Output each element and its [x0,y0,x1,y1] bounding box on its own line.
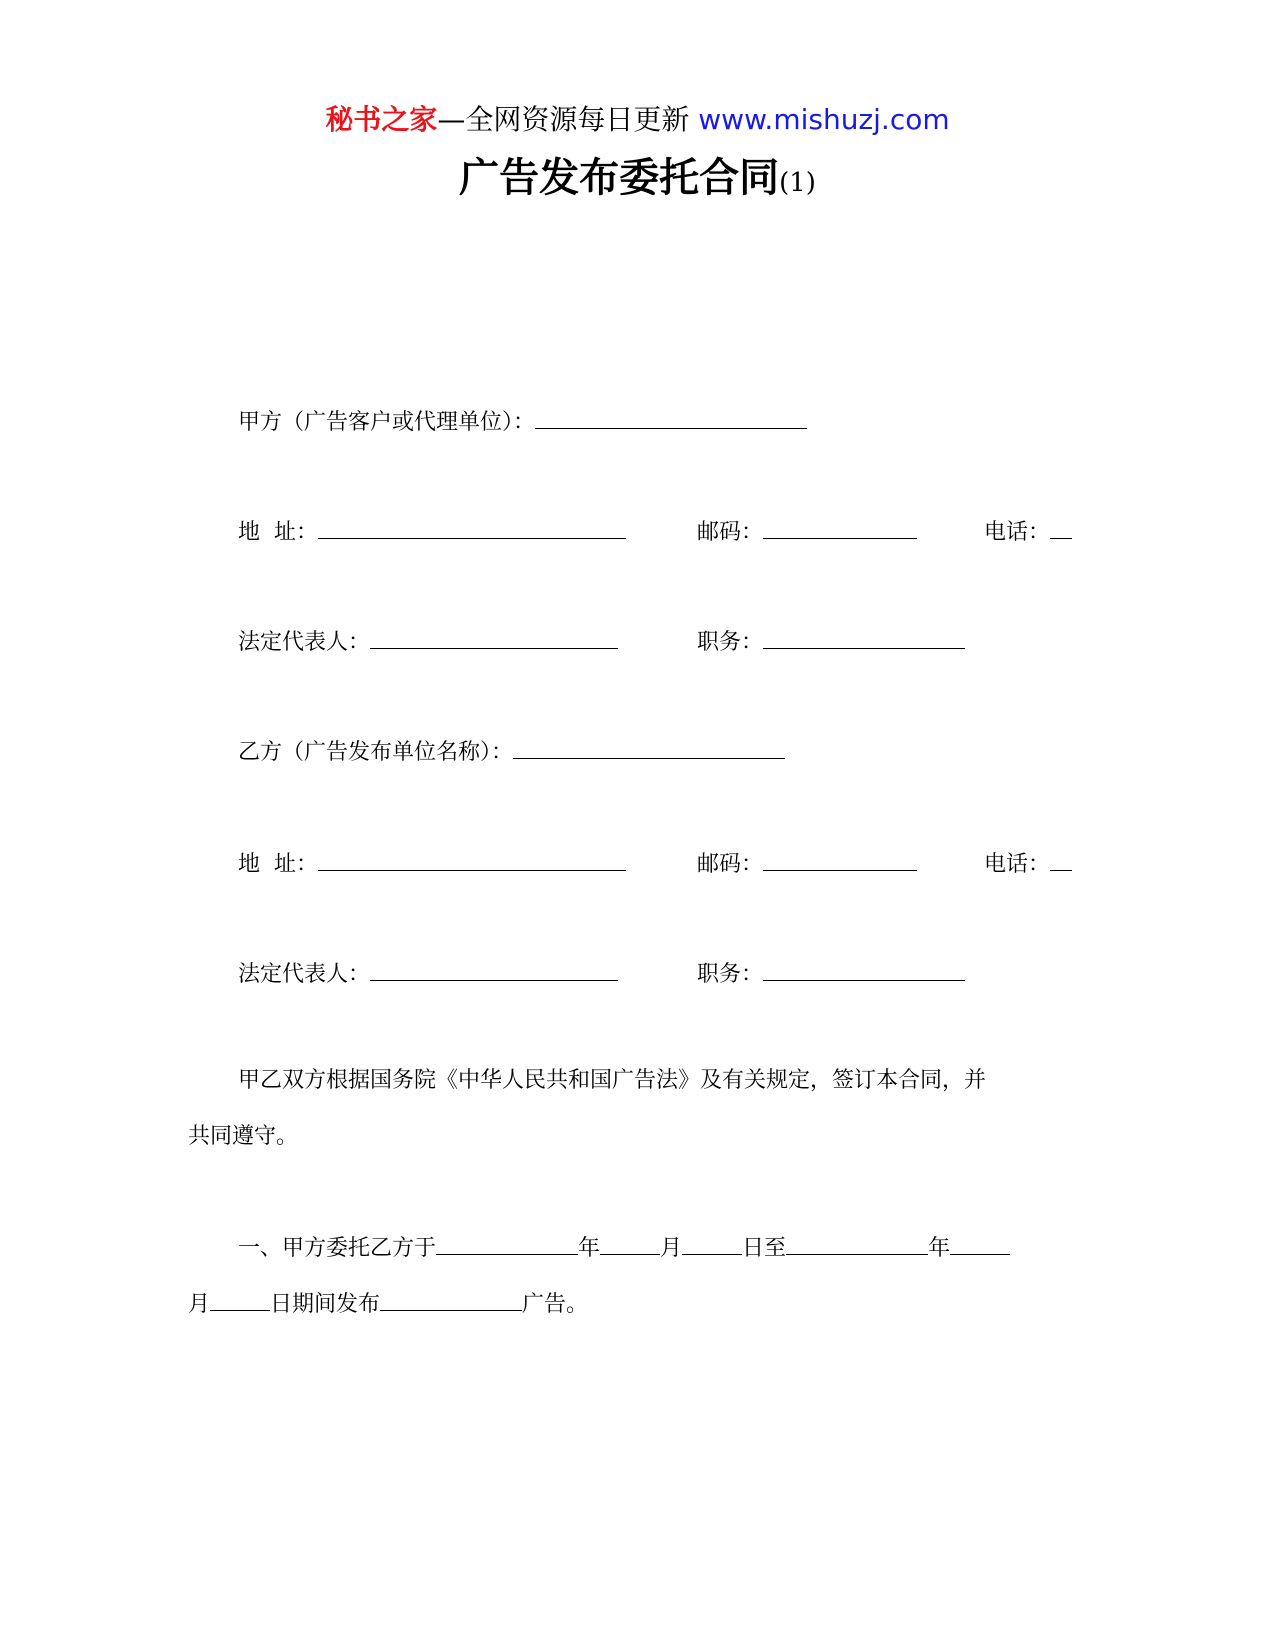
clause-1-prefix: 一、甲方委托乙方于 [238,1236,437,1261]
party-b-row [238,734,785,768]
clause-1-start-year-blank[interactable] [436,1230,578,1255]
party-a-phone-label: 电话： [984,520,1051,545]
clause-1-start-month-blank[interactable] [600,1230,660,1255]
party-b-rep-label: 法定代表人： [238,962,371,987]
party-a-address-label-row [238,514,626,548]
clause-1-start-day-blank[interactable] [682,1230,742,1255]
clause-1-end-day-blank[interactable] [210,1286,270,1311]
party-a-postcode-blank[interactable] [763,514,917,539]
party-b-position-blank[interactable] [763,956,965,981]
party-a-phone-blank[interactable] [1050,514,1072,539]
party-a-position-row [697,624,965,658]
clause-1-ad-content-blank[interactable] [380,1286,522,1311]
party-b-postcode-row [697,846,917,880]
clause-1-year2-label: 年 [928,1236,951,1261]
document-title-suffix: (1) [779,168,816,198]
party-a-phone-row [984,514,1072,548]
party-b-position-label: 职务： [697,962,764,987]
clause-1-end-label: 广告。 [522,1292,589,1317]
party-a-label: 甲方（广告客户或代理单位）： [238,410,536,435]
clause-1-line-2 [188,1286,588,1320]
clause-1-month2-label: 月 [188,1292,211,1317]
party-a-rep-row [238,624,618,658]
clause-1-period-label: 日期间发布 [270,1292,381,1317]
clause-1-month-label: 月 [660,1236,683,1261]
party-a-position-blank[interactable] [763,624,965,649]
party-b-rep-row [238,956,618,990]
party-b-name-blank[interactable] [513,734,785,759]
intro-line-2: 共同遵守。 [188,1124,299,1149]
party-a-address-label: 地 址： [238,520,318,545]
party-a-rep-blank[interactable] [370,624,618,649]
clause-1-year-label: 年 [578,1236,601,1261]
party-b-address-row [238,846,626,880]
party-b-phone-label: 电话： [984,852,1051,877]
intro-line-1: 甲乙双方根据国务院《中华人民共和国广告法》及有关规定，签订本合同，并 [238,1068,987,1093]
party-a-postcode-label: 邮码： [697,520,764,545]
party-b-postcode-blank[interactable] [763,846,917,871]
party-b-label: 乙方（广告发布单位名称）： [238,740,514,765]
party-a-rep-label: 法定代表人： [238,630,371,655]
party-b-rep-blank[interactable] [370,956,618,981]
document-title-main: 广告发布委托合同 [459,155,780,201]
clause-1-day-to-label: 日至 [742,1236,787,1261]
site-header [0,100,1275,140]
party-b-phone-blank[interactable] [1050,846,1072,871]
party-a-position-label: 职务： [697,630,764,655]
clause-1-line-1 [238,1230,1010,1264]
party-b-phone-row [984,846,1072,880]
party-b-position-row [697,956,965,990]
party-a-postcode-row [697,514,917,548]
clause-1-end-month-blank[interactable] [950,1230,1010,1255]
clause-1-end-year-blank[interactable] [786,1230,928,1255]
site-slogan: —全网资源每日更新 [437,103,699,136]
document-title [0,150,1275,211]
site-url-link[interactable]: www.mishuzj.com [698,103,950,136]
party-a-name-blank[interactable] [535,404,807,429]
party-b-address-label: 地 址： [238,852,318,877]
site-brand: 秘书之家 [325,103,438,136]
party-a-address-blank[interactable] [318,514,626,539]
party-b-postcode-label: 邮码： [697,852,764,877]
party-b-address-blank[interactable] [318,846,626,871]
party-a-row [238,404,807,438]
